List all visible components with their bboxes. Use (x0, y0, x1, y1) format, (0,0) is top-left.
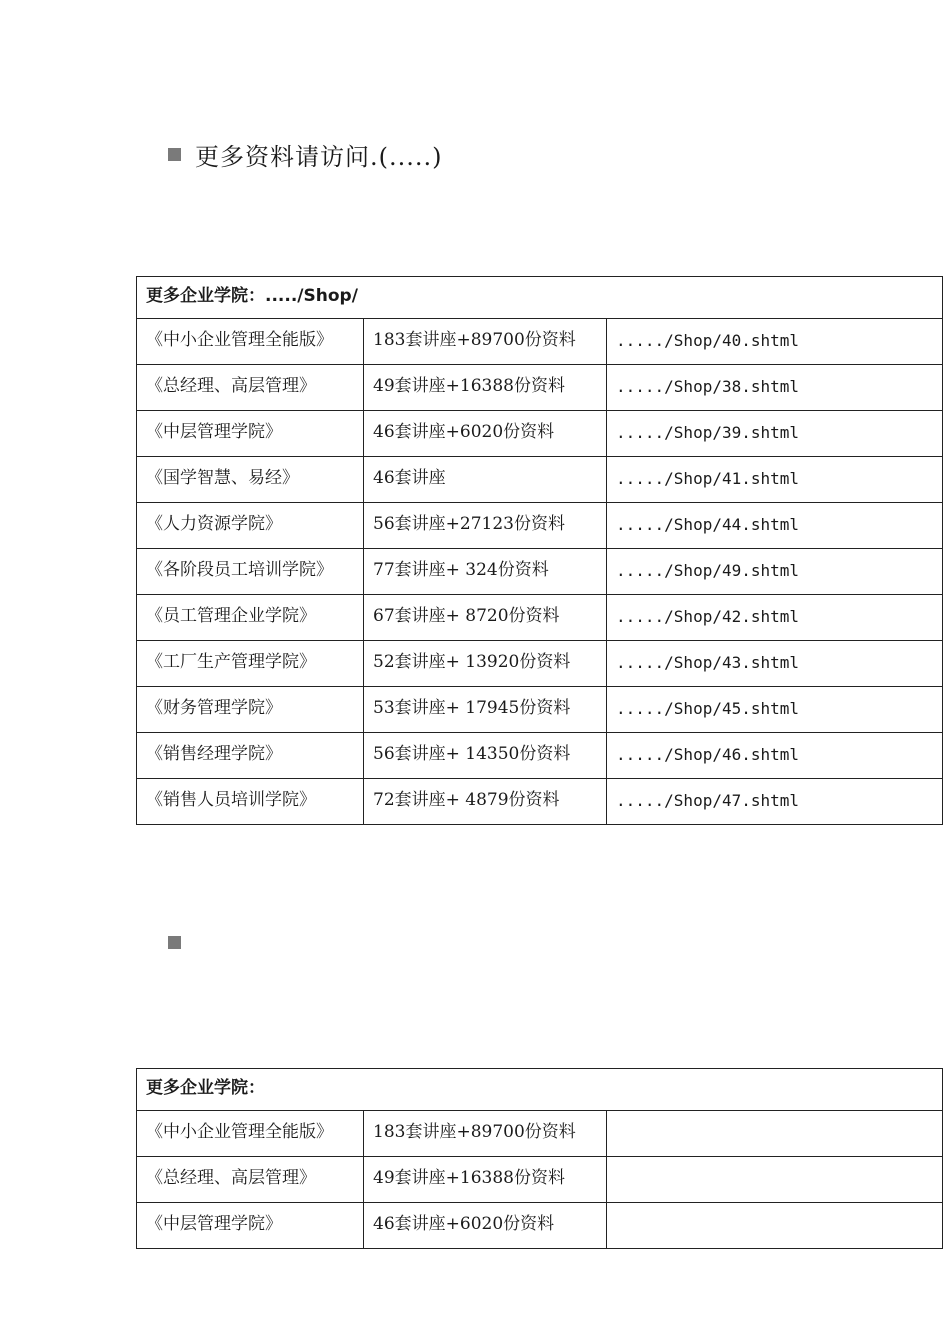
course-content-cell: 49套讲座+16388份资料 (364, 1157, 607, 1203)
course-name-cell: 《中层管理学院》 (137, 411, 364, 457)
course-content-cell: 53套讲座+ 17945份资料 (364, 687, 607, 733)
table-row (137, 595, 943, 641)
course-link-cell (607, 1157, 943, 1203)
course-name-cell: 《各阶段员工培训学院》 (137, 549, 364, 595)
course-name-cell: 《员工管理企业学院》 (137, 595, 364, 641)
course-content-cell: 52套讲座+ 13920份资料 (364, 641, 607, 687)
course-link-cell[interactable]: ...../Shop/41.shtml (607, 457, 943, 503)
course-content-cell: 46套讲座+6020份资料 (364, 1203, 607, 1249)
table-row (137, 779, 943, 825)
table-header: 更多企业学院：...../Shop/ (137, 277, 943, 319)
course-link-cell[interactable]: ...../Shop/45.shtml (607, 687, 943, 733)
table-row (137, 549, 943, 595)
table2-body (137, 1111, 943, 1249)
course-name-cell: 《工厂生产管理学院》 (137, 641, 364, 687)
empty-bullet-line (168, 936, 181, 949)
course-content-cell: 49套讲座+16388份资料 (364, 365, 607, 411)
course-content-cell: 56套讲座+ 14350份资料 (364, 733, 607, 779)
course-name-cell: 《总经理、高层管理》 (137, 365, 364, 411)
course-name-cell: 《总经理、高层管理》 (137, 1157, 364, 1203)
course-content-cell: 67套讲座+ 8720份资料 (364, 595, 607, 641)
notice-text: 更多资料请访问.(.....) (195, 143, 443, 171)
table-row (137, 319, 943, 365)
table-row (137, 1203, 943, 1249)
course-content-cell: 46套讲座 (364, 457, 607, 503)
course-content-cell: 72套讲座+ 4879份资料 (364, 779, 607, 825)
course-table-1 (136, 276, 943, 825)
table1-body (137, 319, 943, 825)
table-row (137, 503, 943, 549)
table-row (137, 411, 943, 457)
course-name-cell: 《中小企业管理全能版》 (137, 319, 364, 365)
course-link-cell (607, 1111, 943, 1157)
course-content-cell: 183套讲座+89700份资料 (364, 1111, 607, 1157)
table-row (137, 1157, 943, 1203)
course-name-cell: 《销售经理学院》 (137, 733, 364, 779)
square-bullet-icon (168, 936, 181, 949)
course-content-cell: 56套讲座+27123份资料 (364, 503, 607, 549)
course-link-cell[interactable]: ...../Shop/47.shtml (607, 779, 943, 825)
course-link-cell[interactable]: ...../Shop/42.shtml (607, 595, 943, 641)
course-name-cell: 《国学智慧、易经》 (137, 457, 364, 503)
course-link-cell (607, 1203, 943, 1249)
course-link-cell[interactable]: ...../Shop/39.shtml (607, 411, 943, 457)
table-row (137, 641, 943, 687)
course-name-cell: 《中层管理学院》 (137, 1203, 364, 1249)
course-name-cell: 《财务管理学院》 (137, 687, 364, 733)
course-name-cell: 《销售人员培训学院》 (137, 779, 364, 825)
course-link-cell[interactable]: ...../Shop/44.shtml (607, 503, 943, 549)
table-row (137, 365, 943, 411)
table-row (137, 687, 943, 733)
table-header: 更多企业学院： (137, 1069, 943, 1111)
course-link-cell[interactable]: ...../Shop/43.shtml (607, 641, 943, 687)
course-content-cell: 77套讲座+ 324份资料 (364, 549, 607, 595)
course-table-2 (136, 1068, 943, 1249)
course-link-cell[interactable]: ...../Shop/49.shtml (607, 549, 943, 595)
course-link-cell[interactable]: ...../Shop/38.shtml (607, 365, 943, 411)
course-link-cell[interactable]: ...../Shop/40.shtml (607, 319, 943, 365)
table-row (137, 457, 943, 503)
table-header-row (137, 277, 943, 319)
notice-line (168, 137, 443, 172)
course-name-cell: 《中小企业管理全能版》 (137, 1111, 364, 1157)
course-name-cell: 《人力资源学院》 (137, 503, 364, 549)
course-content-cell: 46套讲座+6020份资料 (364, 411, 607, 457)
table-header-row (137, 1069, 943, 1111)
square-bullet-icon (168, 148, 181, 161)
course-content-cell: 183套讲座+89700份资料 (364, 319, 607, 365)
table-row (137, 1111, 943, 1157)
table-row (137, 733, 943, 779)
course-link-cell[interactable]: ...../Shop/46.shtml (607, 733, 943, 779)
